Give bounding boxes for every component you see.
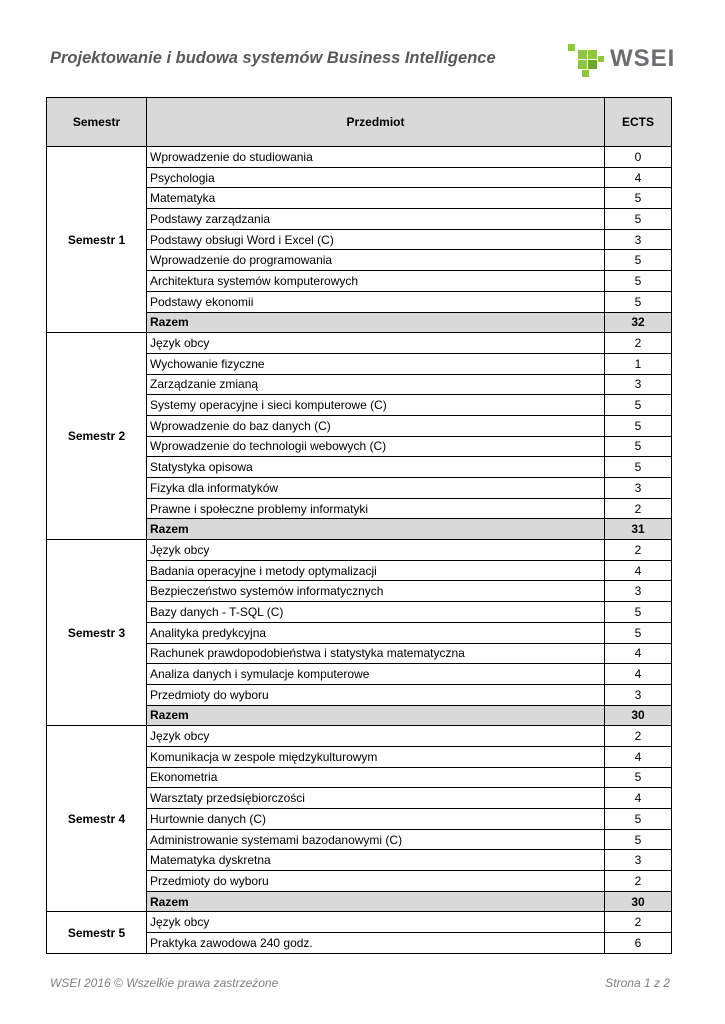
ects-cell: 3 [605,229,672,250]
ects-cell: 3 [605,374,672,395]
ects-cell: 5 [605,829,672,850]
subject-cell: Badania operacyjne i metody optymalizacji [147,560,605,581]
subject-cell: Praktyka zawodowa 240 godz. [147,933,605,954]
subject-cell: Systemy operacyjne i sieci komputerowe (C) [147,395,605,416]
total-value: 31 [605,519,672,540]
ects-cell: 2 [605,726,672,747]
subject-cell: Fizyka dla informatyków [147,478,605,499]
ects-cell: 1 [605,353,672,374]
header-ects: ECTS [605,98,672,147]
ects-cell: 5 [605,271,672,292]
ects-cell: 4 [605,746,672,767]
wsei-logo-icon [566,42,606,78]
table-body [47,147,672,954]
subject-cell: Warsztaty przedsiębiorczości [147,788,605,809]
subject-cell: Matematyka [147,188,605,209]
subject-cell: Wprowadzenie do studiowania [147,147,605,168]
wsei-logo [566,42,676,78]
ects-cell: 5 [605,436,672,457]
ects-cell: 6 [605,933,672,954]
subject-cell: Wprowadzenie do baz danych (C) [147,415,605,436]
ects-cell: 3 [605,684,672,705]
subject-cell: Wprowadzenie do programowania [147,250,605,271]
subject-cell: Zarządzanie zmianą [147,374,605,395]
subject-cell: Język obcy [147,333,605,354]
logo-wordmark: WSEI [610,45,676,72]
ects-cell: 5 [605,209,672,230]
semester-label: Semestr 1 [47,147,147,333]
subject-cell: Architektura systemów komputerowych [147,271,605,292]
subject-cell: Matematyka dyskretna [147,850,605,871]
ects-cell: 5 [605,767,672,788]
semester-label: Semestr 2 [47,333,147,540]
subject-cell: Podstawy zarządzania [147,209,605,230]
subject-cell: Wprowadzenie do technologii webowych (C) [147,436,605,457]
subject-cell: Analityka predykcyjna [147,622,605,643]
table-row [47,147,672,168]
semester-label: Semestr 4 [47,726,147,912]
subject-cell: Komunikacja w zespole międzykulturowym [147,746,605,767]
ects-cell: 5 [605,415,672,436]
ects-cell: 0 [605,147,672,168]
subject-cell: Język obcy [147,726,605,747]
total-value: 30 [605,891,672,912]
subject-cell: Język obcy [147,540,605,561]
header-semester: Semestr [47,98,147,147]
curriculum-table [46,97,672,954]
subject-cell: Język obcy [147,912,605,933]
ects-cell: 5 [605,395,672,416]
table-header-row [47,98,672,147]
subject-cell: Psychologia [147,167,605,188]
ects-cell: 2 [605,498,672,519]
ects-cell: 4 [605,560,672,581]
subject-cell: Wychowanie fizyczne [147,353,605,374]
ects-cell: 5 [605,622,672,643]
table-row [47,726,672,747]
ects-cell: 2 [605,912,672,933]
subject-cell: Hurtownie danych (C) [147,809,605,830]
table-row [47,912,672,933]
ects-cell: 5 [605,602,672,623]
ects-cell: 2 [605,871,672,892]
semester-label: Semestr 3 [47,540,147,726]
ects-cell: 5 [605,457,672,478]
ects-cell: 5 [605,291,672,312]
ects-cell: 5 [605,809,672,830]
ects-cell: 4 [605,664,672,685]
ects-cell: 5 [605,250,672,271]
subject-cell: Ekonometria [147,767,605,788]
ects-cell: 3 [605,581,672,602]
table-row [47,333,672,354]
total-value: 30 [605,705,672,726]
page-title: Projektowanie i budowa systemów Business Intelligence [50,49,496,67]
ects-cell: 4 [605,167,672,188]
table-row [47,540,672,561]
subject-cell: Analiza danych i symulacje komputerowe [147,664,605,685]
footer-copyright: WSEI 2016 © Wszelkie prawa zastrzeżone [50,976,279,990]
subject-cell: Statystyka opisowa [147,457,605,478]
subject-cell: Bazy danych - T-SQL (C) [147,602,605,623]
subject-cell: Podstawy ekonomii [147,291,605,312]
subject-cell: Rachunek prawdopodobieństwa i statystyka matematyczna [147,643,605,664]
ects-cell: 3 [605,850,672,871]
ects-cell: 2 [605,333,672,354]
subject-cell: Przedmioty do wyboru [147,871,605,892]
subject-cell: Bezpieczeństwo systemów informatycznych [147,581,605,602]
subject-cell: Przedmioty do wyboru [147,684,605,705]
subject-cell: Administrowanie systemami bazodanowymi (C) [147,829,605,850]
ects-cell: 4 [605,643,672,664]
ects-cell: 3 [605,478,672,499]
header-subject: Przedmiot [147,98,605,147]
ects-cell: 4 [605,788,672,809]
subject-cell: Prawne i społeczne problemy informatyki [147,498,605,519]
total-value: 32 [605,312,672,333]
subject-cell: Podstawy obsługi Word i Excel (C) [147,229,605,250]
ects-cell: 2 [605,540,672,561]
total-label: Razem [147,891,605,912]
semester-label: Semestr 5 [47,912,147,953]
total-label: Razem [147,705,605,726]
total-label: Razem [147,519,605,540]
footer-page-number: Strona 1 z 2 [605,976,670,990]
ects-cell: 5 [605,188,672,209]
total-label: Razem [147,312,605,333]
